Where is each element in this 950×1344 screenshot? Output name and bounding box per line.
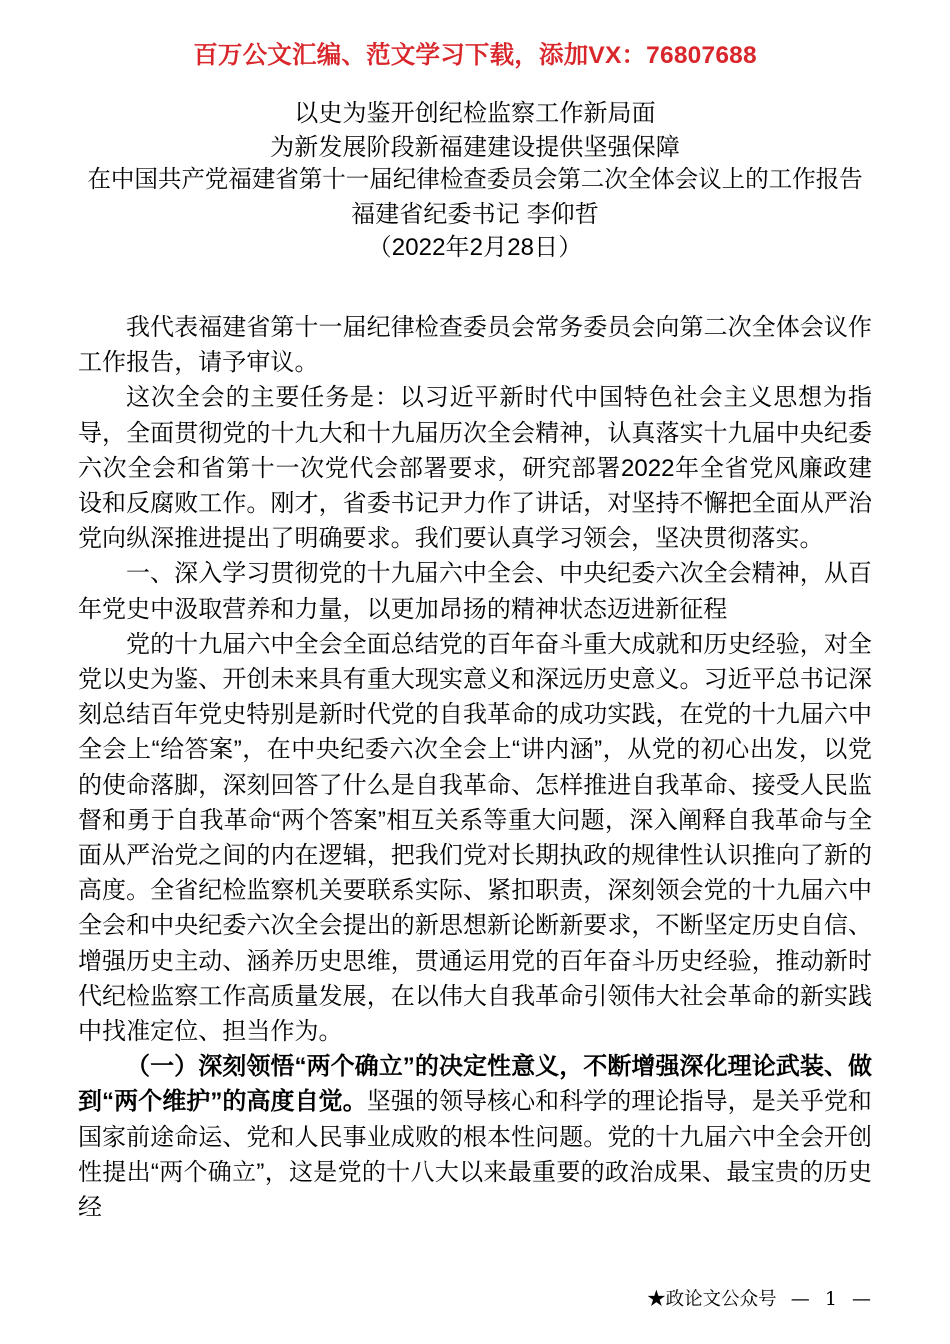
footer-page-number [777, 1288, 872, 1310]
document-title-block [0, 97, 950, 265]
footer-inner [647, 1286, 872, 1313]
footer-dash-left: — [790, 1288, 811, 1310]
page-number-value: 1 [824, 1288, 838, 1310]
title-line-3-subtitle: 在中国共产党福建省第十一届纪律检查委员会第二次全体会议上的工作报告 [87, 167, 863, 193]
paragraph-1: 我代表福建省第十一届纪律检查委员会常务委员会向第二次全体会议作工作报告，请予审议。 [78, 314, 872, 377]
section-heading-1: 一、深入学习贯彻党的十九届六中全会、中央纪委六次全会精神，从百年党史中汲取营养和力量，以更加昂扬的精神状态迈进新征程 [78, 560, 872, 623]
promo-banner-text: 百万公文汇编、范文学习下载，添加VX：76807688 [193, 42, 757, 69]
footer-watermark: ★政论文公众号 [647, 1289, 777, 1310]
title-line-4-author: 福建省纪委书记 李仰哲 [351, 200, 599, 228]
title-line-5-date: （2022年2月28日） [367, 234, 583, 261]
paragraph-4-text: 坚强的领导核心和科学的理论指导，是关乎党和国家前途命运、党和人民事业成败的根本性问题。党的十九届六中全会开创性提出“两个确立”，这是党的十八大以来最重要的政治成果、最宝贵的历史经 [78, 1088, 872, 1222]
footer-dash-right: — [852, 1288, 872, 1310]
title-line-1: 以史为鉴开创纪检监察工作新局面 [294, 100, 656, 127]
title-line-2: 为新发展阶段新福建建设提供坚强保障 [270, 133, 680, 161]
paragraph-2: 这次全会的主要任务是：以习近平新时代中国特色社会主义思想为指导，全面贯彻党的十九大和十九届历次全会精神，认真落实十九届中央纪委六次全会和省第十一次党代会部署要求，研究部署2022年全省党风廉政建设和反腐败工作。刚才，省委书记尹力作了讲话，对坚持不懈把全面从严治党向纵深推进提出了明确要求。我们要认真学习领会，坚决贯彻落实。 [78, 384, 872, 553]
paragraph-4 [78, 1049, 872, 1225]
paragraph-3: 党的十九届六中全会全面总结党的百年奋斗重大成就和历史经验，对全党以史为鉴、开创未来具有重大现实意义和深远历史意义。习近平总书记深刻总结百年党史特别是新时代党的自我革命的成功实践，在党的十九届六中全会上“给答案”，在中央纪委六次全会上“讲内涵”，从党的初心出发，以党的使命落脚，深刻回答了什么是自我革命、怎样推进自我革命、接受人民监督和勇于自我革命“两个答案”相互关系等重大问题，深入阐释自我革命与全面从严治党之间的内在逻辑，把我们党对长期执政的规律性认识推向了新的高度。全省纪检监察机关要联系实际、紧扣职责，深刻领会党的十九届六中全会和中央纪委六次全会提出的新思想新论断新要求，不断坚定历史自信、增强历史主动、涵养历史思维，贯通运用党的百年奋斗历史经验，推动新时代纪检监察工作高质量发展，在以伟大自我革命引领伟大社会革命的新实践中找准定位、担当作为。 [78, 630, 872, 1046]
document-body [78, 310, 872, 1225]
subsection-heading-1: （一）深刻领悟“两个确立”的决定性意义，不断增强深化理论武装、做到“两个维护”的高度自觉。 [78, 1053, 872, 1116]
